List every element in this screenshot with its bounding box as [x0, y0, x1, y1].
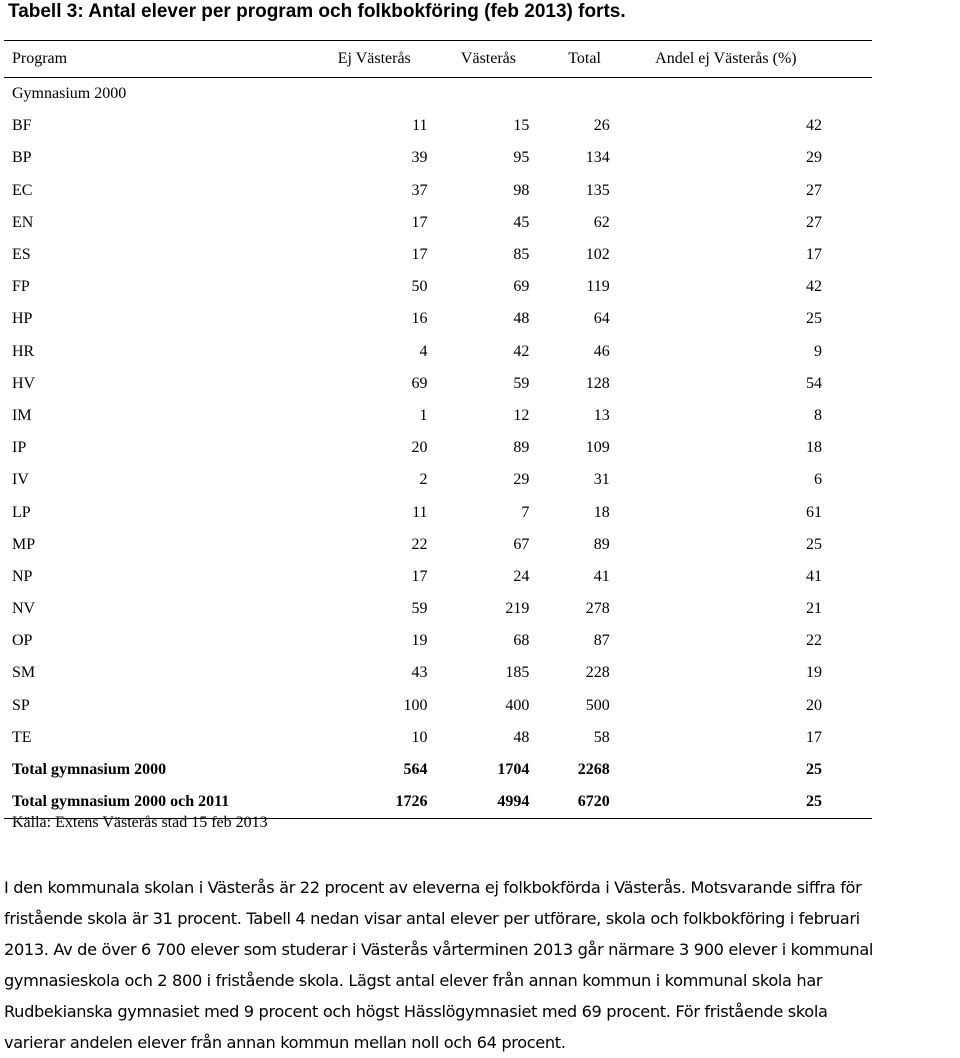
cell-ej-vasteras: 100 — [403, 696, 428, 714]
paragraph-line: fristående skola är 31 procent. Tabell 4 nedan visar antal elever per utförare, skola och folkbokföring i februari — [4, 909, 860, 928]
cell-total: 228 — [585, 664, 610, 682]
cell-andel: 25 — [806, 761, 822, 779]
cell-ej-vasteras: 11 — [412, 503, 428, 521]
cell-total: 128 — [585, 374, 610, 392]
cell-total: 13 — [593, 406, 610, 424]
table-row — [4, 336, 872, 368]
cell-andel: 42 — [806, 278, 822, 296]
table-row — [4, 207, 872, 239]
table-row — [4, 303, 872, 335]
cell-program: HR — [12, 342, 35, 360]
table-row — [4, 657, 872, 689]
cell-andel: 9 — [814, 342, 822, 360]
cell-andel: 25 — [806, 310, 822, 328]
total-row — [4, 754, 872, 786]
cell-andel: 18 — [806, 439, 822, 457]
cell-program: BF — [12, 117, 32, 135]
cell-total: 31 — [593, 471, 610, 489]
cell-vasteras: 68 — [513, 632, 530, 650]
cell-total: 500 — [585, 696, 610, 714]
cell-vasteras: 29 — [513, 471, 530, 489]
cell-andel: 19 — [806, 664, 822, 682]
cell-total: 109 — [585, 439, 610, 457]
cell-ej-vasteras: 22 — [411, 535, 428, 553]
cell-andel: 17 — [806, 246, 822, 264]
cell-ej-vasteras: 20 — [411, 439, 428, 457]
cell-andel: 25 — [806, 793, 822, 811]
cell-total: 26 — [593, 117, 610, 135]
cell-vasteras: 15 — [513, 117, 530, 135]
cell-ej-vasteras: 1 — [419, 406, 428, 424]
cell-vasteras: 48 — [513, 728, 530, 746]
header-ej-vasteras: Ej Västerås — [337, 50, 411, 67]
table-row — [4, 239, 872, 271]
cell-andel: 6 — [814, 471, 822, 489]
cell-vasteras: 85 — [513, 246, 530, 264]
cell-vasteras: 1704 — [497, 761, 530, 779]
table-row — [4, 432, 872, 464]
cell-vasteras: 24 — [513, 567, 530, 585]
cell-andel: 25 — [806, 535, 822, 553]
table-row — [4, 464, 872, 496]
cell-total: 119 — [586, 278, 610, 296]
table-row — [4, 400, 872, 432]
cell-andel: 42 — [806, 117, 822, 135]
cell-ej-vasteras: 43 — [411, 664, 428, 682]
cell-ej-vasteras: 37 — [411, 181, 428, 199]
header-andel: Andel ej Västerås (%) — [655, 50, 797, 67]
header-program: Program — [12, 50, 68, 67]
table-row — [4, 175, 872, 207]
cell-total: 41 — [593, 567, 610, 585]
cell-program: EN — [12, 213, 34, 231]
cell-total: 89 — [593, 535, 610, 553]
table-row — [4, 368, 872, 400]
cell-ej-vasteras: 11 — [412, 117, 428, 135]
cell-andel: 27 — [806, 213, 822, 231]
paragraph-line: I den kommunala skolan i Västerås är 22 procent av eleverna ej folkbokförda i Västerås. Motsvarande siffra för — [4, 878, 862, 897]
cell-total: 2268 — [577, 761, 610, 779]
section-label: Gymnasium 2000 — [12, 85, 127, 103]
cell-ej-vasteras: 16 — [411, 310, 428, 328]
cell-program: MP — [12, 535, 36, 553]
cell-vasteras: 219 — [505, 600, 530, 618]
cell-program: NP — [12, 567, 33, 585]
cell-vasteras: 45 — [513, 213, 530, 231]
cell-program: EC — [12, 181, 33, 199]
cell-program: ES — [12, 246, 31, 264]
cell-program: FP — [12, 278, 30, 296]
cell-andel: 29 — [806, 149, 822, 167]
cell-total: 135 — [585, 181, 610, 199]
cell-total: 58 — [593, 728, 610, 746]
cell-andel: 21 — [806, 600, 822, 618]
cell-vasteras: 95 — [513, 149, 530, 167]
cell-program: HV — [12, 374, 36, 392]
cell-program: IP — [12, 439, 27, 457]
table-row — [4, 593, 872, 625]
paragraph-line: gymnasieskola och 2 800 i fristående skola. Lägst antal elever från annan kommun i kommunal skola har — [4, 971, 823, 990]
header-total: Total — [568, 50, 601, 67]
table-body — [4, 78, 872, 819]
header-vasteras: Västerås — [460, 50, 516, 67]
cell-vasteras: 12 — [513, 406, 530, 424]
cell-program: BP — [12, 149, 32, 167]
cell-total: 278 — [585, 600, 610, 618]
cell-vasteras: 67 — [513, 535, 530, 553]
table-header-row — [4, 41, 872, 78]
cell-ej-vasteras: 17 — [411, 567, 428, 585]
cell-ej-vasteras: 17 — [411, 246, 428, 264]
cell-program: OP — [12, 632, 33, 650]
cell-ej-vasteras: 19 — [411, 632, 428, 650]
cell-ej-vasteras: 4 — [419, 342, 428, 360]
table-row — [4, 722, 872, 754]
cell-andel: 8 — [814, 406, 822, 424]
cell-ej-vasteras: 39 — [411, 149, 428, 167]
cell-andel: 27 — [806, 181, 822, 199]
table-row — [4, 625, 872, 657]
cell-total: 46 — [593, 342, 610, 360]
students-table — [4, 40, 872, 819]
cell-andel: 41 — [806, 567, 822, 585]
paragraph-line: 2013. Av de över 6 700 elever som studerar i Västerås vårterminen 2013 går närmare 3 900 elever i kommunal — [4, 940, 874, 959]
table-row — [4, 690, 872, 722]
source-note: Källa: Extens Västerås stad 15 feb 2013 — [12, 814, 268, 831]
body-paragraph — [4, 872, 960, 1058]
cell-vasteras: 48 — [513, 310, 530, 328]
cell-andel: 20 — [806, 696, 822, 714]
table-row — [4, 142, 872, 174]
cell-ej-vasteras: 69 — [411, 374, 428, 392]
cell-program: NV — [12, 600, 36, 618]
paragraph-line: Rudbekianska gymnasiet med 9 procent och högst Hässlögymnasiet med 69 procent. För fristående skola — [4, 1002, 828, 1021]
cell-total: 62 — [593, 213, 610, 231]
cell-program: IV — [12, 471, 29, 489]
cell-vasteras: 69 — [513, 278, 530, 296]
cell-andel: 54 — [806, 374, 822, 392]
cell-vasteras: 59 — [513, 374, 530, 392]
cell-program: LP — [12, 503, 31, 521]
table-row — [4, 496, 872, 528]
cell-total: 102 — [585, 246, 610, 264]
cell-ej-vasteras: 10 — [411, 728, 428, 746]
paragraph-line: varierar andelen elever från annan kommun mellan noll och 64 procent. — [4, 1033, 566, 1052]
table-row — [4, 271, 872, 303]
cell-andel: 22 — [806, 632, 822, 650]
cell-vasteras: 89 — [513, 439, 530, 457]
cell-vasteras: 98 — [513, 181, 530, 199]
cell-total: 6720 — [577, 793, 610, 811]
cell-vasteras: 4994 — [497, 793, 530, 811]
cell-ej-vasteras: 2 — [419, 471, 428, 489]
cell-program: Total gymnasium 2000 — [12, 761, 167, 779]
students-table-container — [4, 40, 872, 819]
cell-ej-vasteras: 1726 — [395, 793, 428, 811]
table-row — [4, 529, 872, 561]
cell-vasteras: 185 — [505, 664, 530, 682]
cell-vasteras: 400 — [505, 696, 530, 714]
cell-vasteras: 42 — [513, 342, 530, 360]
cell-ej-vasteras: 17 — [411, 213, 428, 231]
cell-total: 87 — [593, 632, 610, 650]
cell-vasteras: 7 — [521, 503, 530, 521]
cell-ej-vasteras: 59 — [411, 600, 428, 618]
cell-program: HP — [12, 310, 33, 328]
cell-program: IM — [12, 406, 32, 424]
section-row — [4, 78, 872, 111]
cell-andel: 17 — [806, 728, 822, 746]
cell-program: TE — [12, 728, 32, 746]
cell-total: 64 — [593, 310, 610, 328]
table-row — [4, 110, 872, 142]
cell-total: 18 — [593, 503, 610, 521]
cell-andel: 61 — [806, 503, 822, 521]
table-row — [4, 561, 872, 593]
cell-ej-vasteras: 50 — [411, 278, 428, 296]
cell-program: SM — [12, 664, 36, 682]
cell-program: SP — [12, 696, 30, 714]
table-heading: Tabell 3: Antal elever per program och folkbokföring (feb 2013) forts. — [8, 1, 626, 22]
cell-ej-vasteras: 564 — [403, 761, 428, 779]
cell-total: 134 — [585, 149, 610, 167]
cell-program: Total gymnasium 2000 och 2011 — [12, 793, 230, 811]
